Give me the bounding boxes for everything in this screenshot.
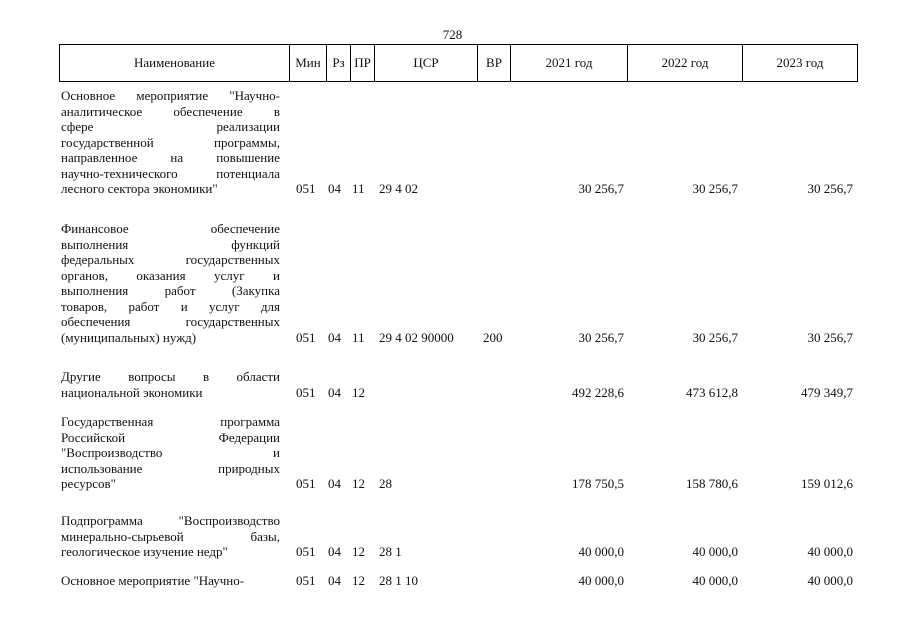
cell-pr: 12 bbox=[352, 384, 365, 400]
cell-rz: 04 bbox=[328, 329, 341, 345]
row-name-line: выполнения функций bbox=[61, 236, 280, 252]
cell-y2022: 40 000,0 bbox=[692, 573, 738, 588]
header-name: Наименование bbox=[60, 45, 290, 82]
header-2022: 2022 год bbox=[628, 45, 743, 82]
row-name-line: геологическое изучение недр" bbox=[61, 544, 228, 559]
header-min: Мин bbox=[290, 45, 327, 82]
row-name-line: органов, оказания услуг и bbox=[61, 267, 280, 283]
cell-y2021: 30 256,7 bbox=[578, 329, 624, 345]
row-name-line: товаров, работ и услуг для bbox=[61, 298, 280, 314]
cell-pr: 12 bbox=[352, 476, 365, 491]
row-name-line: аналитическое обеспечение в bbox=[61, 103, 280, 119]
cell-y2022: 40 000,0 bbox=[692, 544, 738, 559]
cell-csr: 28 bbox=[379, 476, 392, 491]
row-name-line: Финансовое обеспечение bbox=[61, 221, 280, 236]
cell-y2023: 479 349,7 bbox=[801, 384, 853, 400]
cell-y2023: 40 000,0 bbox=[807, 573, 853, 588]
row-name-line: направленное на повышение bbox=[61, 150, 280, 165]
cell-csr: 29 4 02 bbox=[379, 181, 418, 196]
cell-min: 051 bbox=[296, 384, 316, 400]
row-name-line: федеральных государственных bbox=[61, 252, 280, 267]
header-2023: 2023 год bbox=[743, 45, 858, 82]
row-name-line: "Воспроизводство и bbox=[61, 445, 280, 460]
cell-pr: 12 bbox=[352, 544, 365, 559]
page-number: 728 bbox=[442, 27, 463, 42]
row-name-line: национальной экономики bbox=[61, 384, 203, 400]
row-name-line: лесного сектора экономики" bbox=[61, 181, 218, 196]
row-name-line: ресурсов" bbox=[61, 476, 116, 491]
header-rz: Рз bbox=[327, 45, 351, 82]
cell-csr: 28 1 bbox=[379, 544, 402, 559]
cell-csr: 28 1 10 bbox=[379, 573, 418, 588]
cell-y2021: 30 256,7 bbox=[578, 181, 624, 196]
cell-y2021: 40 000,0 bbox=[578, 544, 624, 559]
cell-y2023: 30 256,7 bbox=[807, 329, 853, 345]
cell-min: 051 bbox=[296, 544, 316, 559]
row-name-line: обеспечения государственных bbox=[61, 314, 280, 329]
row-name-line: Российской Федерации bbox=[61, 429, 280, 445]
row-name bbox=[61, 221, 280, 345]
cell-min: 051 bbox=[296, 329, 316, 345]
row-name-line: Государственная программа bbox=[61, 414, 280, 429]
row-name bbox=[61, 414, 280, 492]
row-name bbox=[61, 573, 280, 589]
cell-y2022: 30 256,7 bbox=[692, 329, 738, 345]
row-name-line: Основное мероприятие "Научно- bbox=[61, 88, 280, 103]
header-csr: ЦСР bbox=[375, 45, 478, 82]
cell-min: 051 bbox=[296, 181, 316, 196]
row-name bbox=[61, 513, 280, 560]
cell-rz: 04 bbox=[328, 544, 341, 559]
cell-y2023: 30 256,7 bbox=[807, 181, 853, 196]
row-name-line: Другие вопросы в области bbox=[61, 369, 280, 384]
cell-rz: 04 bbox=[328, 476, 341, 491]
cell-min: 051 bbox=[296, 476, 316, 491]
header-vr: ВР bbox=[478, 45, 511, 82]
header-pr: ПР bbox=[351, 45, 375, 82]
row-name-line: выполнения работ (Закупка bbox=[61, 283, 280, 298]
cell-min: 051 bbox=[296, 573, 316, 588]
row-name-line: использование природных bbox=[61, 460, 280, 476]
cell-y2022: 30 256,7 bbox=[692, 181, 738, 196]
cell-y2022: 473 612,8 bbox=[686, 384, 738, 400]
cell-csr: 29 4 02 90000 bbox=[379, 329, 454, 345]
row-name-line: минерально-сырьевой базы, bbox=[61, 528, 280, 544]
cell-y2023: 40 000,0 bbox=[807, 544, 853, 559]
cell-pr: 11 bbox=[352, 181, 365, 196]
cell-pr: 11 bbox=[352, 329, 365, 345]
row-name-line: государственной программы, bbox=[61, 134, 280, 150]
cell-y2023: 159 012,6 bbox=[801, 476, 853, 491]
cell-y2022: 158 780,6 bbox=[686, 476, 738, 491]
cell-rz: 04 bbox=[328, 573, 341, 588]
row-name-line: Основное мероприятие "Научно- bbox=[61, 573, 245, 588]
row-name bbox=[61, 88, 280, 197]
cell-rz: 04 bbox=[328, 181, 341, 196]
cell-y2021: 40 000,0 bbox=[578, 573, 624, 588]
row-name-line: сфере реализации bbox=[61, 119, 280, 134]
header-2021: 2021 год bbox=[511, 45, 628, 82]
row-name-line: (муниципальных) нужд) bbox=[61, 329, 197, 345]
cell-y2021: 178 750,5 bbox=[572, 476, 624, 491]
cell-pr: 12 bbox=[352, 573, 365, 588]
row-name bbox=[61, 369, 280, 400]
row-name-line: Подпрограмма "Воспроизводство bbox=[61, 513, 280, 528]
cell-y2021: 492 228,6 bbox=[572, 384, 624, 400]
cell-rz: 04 bbox=[328, 384, 341, 400]
row-name-line: научно-технического потенциала bbox=[61, 165, 280, 181]
cell-vr: 200 bbox=[483, 329, 503, 345]
